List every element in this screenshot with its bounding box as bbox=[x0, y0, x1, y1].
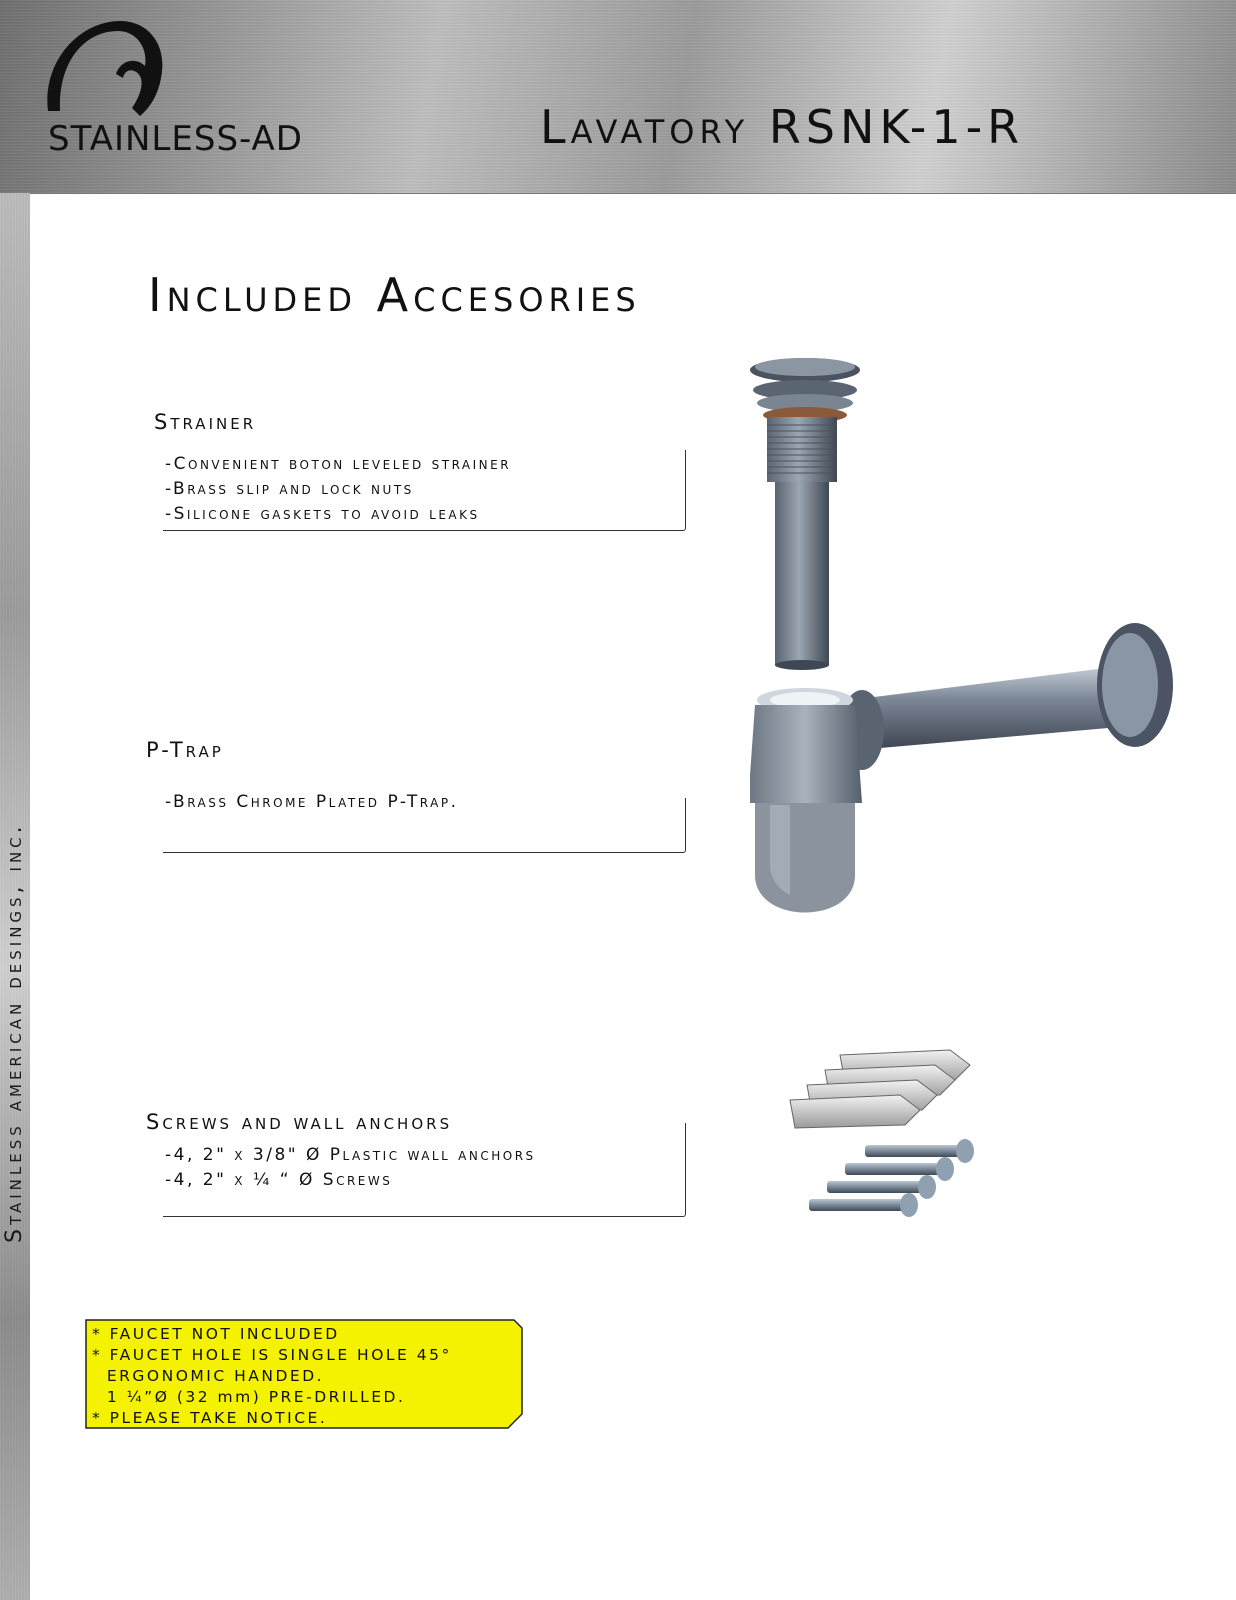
notice-line-3: ERGONOMIC HANDED. bbox=[92, 1367, 325, 1385]
strainer-heading: Strainer bbox=[154, 410, 257, 434]
strainer-item-3: -Silicone gaskets to avoid leaks bbox=[165, 504, 480, 524]
screws-heading: Screws and wall anchors bbox=[146, 1110, 453, 1134]
notice-line-4: 1 ¼”Ø (32 mm) PRE-DRILLED. bbox=[92, 1388, 406, 1406]
page-title: Included Accesories bbox=[148, 268, 641, 322]
screws-anchors-illustration bbox=[785, 1045, 995, 1240]
screws-item-1: -4, 2" x 3/8" Ø Plastic wall anchors bbox=[165, 1145, 536, 1165]
logo-arc-icon bbox=[40, 16, 170, 126]
notice-line-1: * FAUCET NOT INCLUDED bbox=[92, 1325, 340, 1343]
strainer-ptrap-illustration bbox=[750, 355, 1210, 955]
header-banner bbox=[0, 0, 1236, 194]
ptrap-item-1: -Brass Chrome Plated P-Trap. bbox=[165, 792, 459, 812]
notice-line-5: * PLEASE TAKE NOTICE. bbox=[92, 1409, 328, 1427]
sidebar-company-name: Stainless american desings, inc. bbox=[2, 822, 27, 1243]
strainer-item-2: -Brass slip and lock nuts bbox=[165, 479, 414, 499]
brand-logo bbox=[40, 16, 400, 159]
brand-name: STAINLESS-AD bbox=[48, 119, 303, 159]
model-title: Lavatory RSNK-1-R bbox=[540, 100, 1025, 154]
notice-box bbox=[84, 1318, 524, 1430]
notice-line-2: * FAUCET HOLE IS SINGLE HOLE 45° bbox=[92, 1346, 452, 1364]
ptrap-heading: P-Trap bbox=[146, 738, 224, 762]
strainer-box bbox=[163, 450, 686, 531]
strainer-item-1: -Convenient boton leveled strainer bbox=[165, 454, 512, 474]
screws-item-2: -4, 2" x ¼ “ Ø Screws bbox=[165, 1170, 393, 1190]
ptrap-box bbox=[163, 792, 686, 853]
notice-text bbox=[92, 1324, 452, 1429]
screws-box bbox=[163, 1123, 686, 1217]
sidebar-strip bbox=[0, 193, 30, 1600]
